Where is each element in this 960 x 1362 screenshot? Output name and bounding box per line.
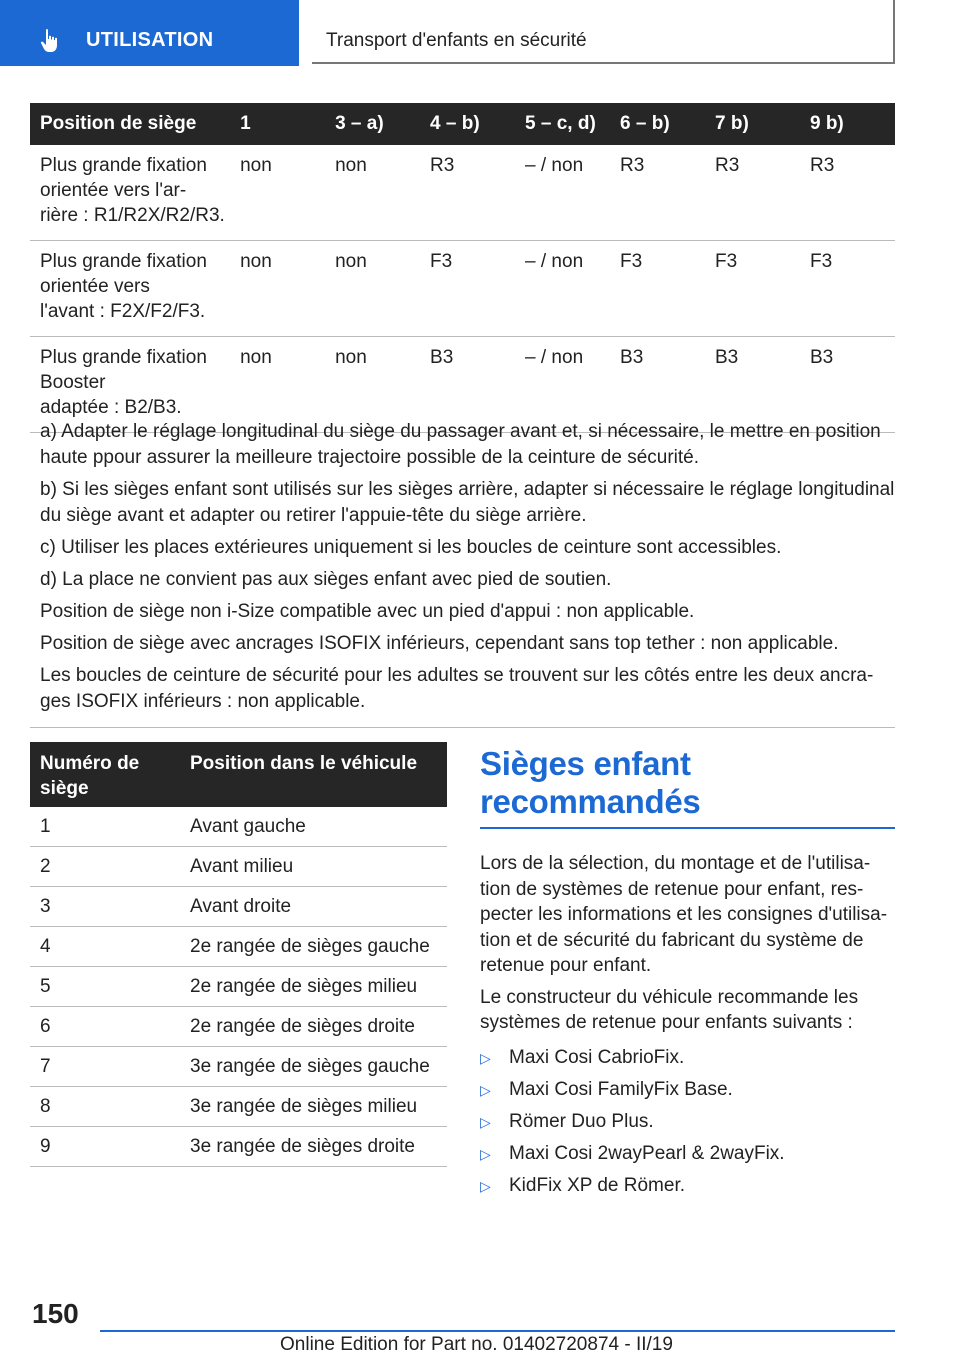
row-label-line: orientée vers l'ar- xyxy=(40,180,187,201)
table-row xyxy=(30,1047,447,1087)
table-cell: B3 xyxy=(610,337,705,433)
seat-compatibility-table xyxy=(30,103,895,433)
row-label-line: adaptée : B2/B3. xyxy=(40,397,182,418)
table-cell: non xyxy=(230,337,325,433)
table-row xyxy=(30,1127,447,1167)
row-label-line: l'avant : F2X/F2/F3. xyxy=(40,301,206,322)
chapter-title: Transport d'enfants en sécurité xyxy=(326,30,587,51)
column-header: 4 – b) xyxy=(420,103,515,145)
table-cell: B3 xyxy=(420,337,515,433)
table-cell: R3 xyxy=(610,145,705,241)
table-row xyxy=(30,145,895,241)
table-cell: B3 xyxy=(705,337,800,433)
column-header: 9 b) xyxy=(800,103,895,145)
list-item xyxy=(480,1042,895,1074)
seat-position: 3e rangée de sièges droite xyxy=(180,1127,447,1167)
seat-position: 3e rangée de sièges gauche xyxy=(180,1047,447,1087)
table-row xyxy=(30,807,447,847)
seat-number: 6 xyxy=(30,1007,180,1047)
table-cell: – / non xyxy=(515,337,610,433)
table-cell: – / non xyxy=(515,241,610,337)
table-cell: B3 xyxy=(800,337,895,433)
list-item-label: KidFix XP de Römer. xyxy=(509,1174,686,1196)
recommended-list xyxy=(480,1042,895,1202)
seat-number: 3 xyxy=(30,887,180,927)
table-cell: R3 xyxy=(420,145,515,241)
column-header: Position de siège xyxy=(30,103,230,145)
seat-number: 4 xyxy=(30,927,180,967)
triangle-right-icon: ▷ xyxy=(480,1113,491,1130)
chapter-title-box xyxy=(312,0,895,64)
seat-number: 1 xyxy=(30,807,180,847)
row-label-line: Plus grande fixation xyxy=(40,155,207,176)
table-cell: non xyxy=(230,241,325,337)
table-cell: – / non xyxy=(515,145,610,241)
seat-number: 7 xyxy=(30,1047,180,1087)
table-header-row xyxy=(30,742,447,807)
table-row xyxy=(30,847,447,887)
column-header: Position dans le véhicule xyxy=(180,742,447,807)
table-cell: non xyxy=(325,145,420,241)
footnote: d) La place ne convient pas aux sièges enfant avec pied de soutien. xyxy=(40,569,612,590)
table-row xyxy=(30,927,447,967)
list-item xyxy=(480,1138,895,1170)
seat-position: Avant milieu xyxy=(180,847,447,887)
footnote: Position de siège non i-Size compatible avec un pied d'appui : non applicable. xyxy=(40,601,695,622)
row-label-line: rière : R1/R2X/R2/R3. xyxy=(40,205,225,226)
table-row xyxy=(30,1087,447,1127)
seat-number: 9 xyxy=(30,1127,180,1167)
table-row xyxy=(30,241,895,337)
list-item xyxy=(480,1074,895,1106)
table-cell: F3 xyxy=(800,241,895,337)
intro-paragraph: Lors de la sélection, du montage et de l'utilisa-tion de systèmes de retenue pour enfant, res-pecter les informations et les consignes d'utilisa-tion et de sécurité du fabricant du système de retenue pour enfant. xyxy=(480,853,888,976)
row-label-line: Plus grande fixation xyxy=(40,347,207,368)
page-number: 150 xyxy=(32,1298,79,1329)
seat-position: 2e rangée de sièges milieu xyxy=(180,967,447,1007)
seat-position: Avant droite xyxy=(180,887,447,927)
footnote: Position de siège avec ancrages ISOFIX inférieurs, cependant sans top tether : non applicable. xyxy=(40,633,839,654)
recommended-section xyxy=(480,745,895,1202)
footnote: Les boucles de ceinture de sécurité pour les adultes se trouvent sur les côtés entre les deux ancra-ges ISOFIX inférieurs : non applicable. xyxy=(40,665,874,712)
list-item xyxy=(480,1170,895,1202)
edition-footer: Online Edition for Part no. 01402720874 - II/19 xyxy=(280,1334,673,1355)
section-tab[interactable] xyxy=(0,0,299,66)
section-heading: Sièges enfant recommandés xyxy=(480,745,895,829)
row-label xyxy=(30,145,230,241)
seat-number: 8 xyxy=(30,1087,180,1127)
list-item xyxy=(480,1106,895,1138)
table-cell: R3 xyxy=(705,145,800,241)
table-row xyxy=(30,967,447,1007)
footer-divider xyxy=(100,1330,895,1332)
table-cell: F3 xyxy=(610,241,705,337)
seat-position: 2e rangée de sièges droite xyxy=(180,1007,447,1047)
column-header: 5 – c, d) xyxy=(515,103,610,145)
row-label xyxy=(30,241,230,337)
list-item-label: Maxi Cosi 2wayPearl & 2wayFix. xyxy=(509,1142,785,1164)
row-label-line: Booster xyxy=(40,372,106,393)
column-header: Numéro de siège xyxy=(30,742,180,807)
table-row xyxy=(30,1007,447,1047)
section-label: UTILISATION xyxy=(86,29,214,51)
table-cell: non xyxy=(325,241,420,337)
footnote: c) Utiliser les places extérieures uniquement si les boucles de ceinture sont accessibles. xyxy=(40,537,782,558)
page-header xyxy=(0,0,960,66)
table-header-row xyxy=(30,103,895,145)
column-header: 7 b) xyxy=(705,103,800,145)
triangle-right-icon: ▷ xyxy=(480,1081,491,1098)
column-header: 1 xyxy=(230,103,325,145)
table-cell: non xyxy=(230,145,325,241)
recommendation-paragraph: Le constructeur du véhicule recommande les systèmes de retenue pour enfants suivants : xyxy=(480,986,859,1033)
column-header: 6 – b) xyxy=(610,103,705,145)
seat-position: Avant gauche xyxy=(180,807,447,847)
table-footnotes xyxy=(30,413,895,728)
seat-position: 3e rangée de sièges milieu xyxy=(180,1087,447,1127)
row-label-line: orientée vers xyxy=(40,276,150,297)
column-header: 3 – a) xyxy=(325,103,420,145)
table-cell: non xyxy=(325,337,420,433)
list-item-label: Maxi Cosi CabrioFix. xyxy=(509,1046,685,1068)
seat-number: 5 xyxy=(30,967,180,1007)
row-label-line: Plus grande fixation xyxy=(40,251,207,272)
seat-number: 2 xyxy=(30,847,180,887)
table-cell: R3 xyxy=(800,145,895,241)
table-row xyxy=(30,887,447,927)
footnote: a) Adapter le réglage longitudinal du siège du passager avant et, si nécessaire, le mettre en position haute ppour assurer la meilleure trajectoire possible de la ceinture de sécurité. xyxy=(40,421,881,468)
table-cell: F3 xyxy=(705,241,800,337)
triangle-right-icon: ▷ xyxy=(480,1049,491,1066)
footnote: b) Si les sièges enfant sont utilisés sur les sièges arrière, adapter si nécessaire le réglage longitudinal du siège avant et adapter ou retirer l'appuie-tête du siège arrière. xyxy=(40,479,895,526)
list-item-label: Römer Duo Plus. xyxy=(509,1110,654,1132)
hand-pointer-icon xyxy=(38,28,64,54)
triangle-right-icon: ▷ xyxy=(480,1177,491,1194)
table-cell: F3 xyxy=(420,241,515,337)
triangle-right-icon: ▷ xyxy=(480,1145,491,1162)
list-item-label: Maxi Cosi FamilyFix Base. xyxy=(509,1078,733,1100)
seat-position: 2e rangée de sièges gauche xyxy=(180,927,447,967)
seat-number-table xyxy=(30,742,447,1167)
